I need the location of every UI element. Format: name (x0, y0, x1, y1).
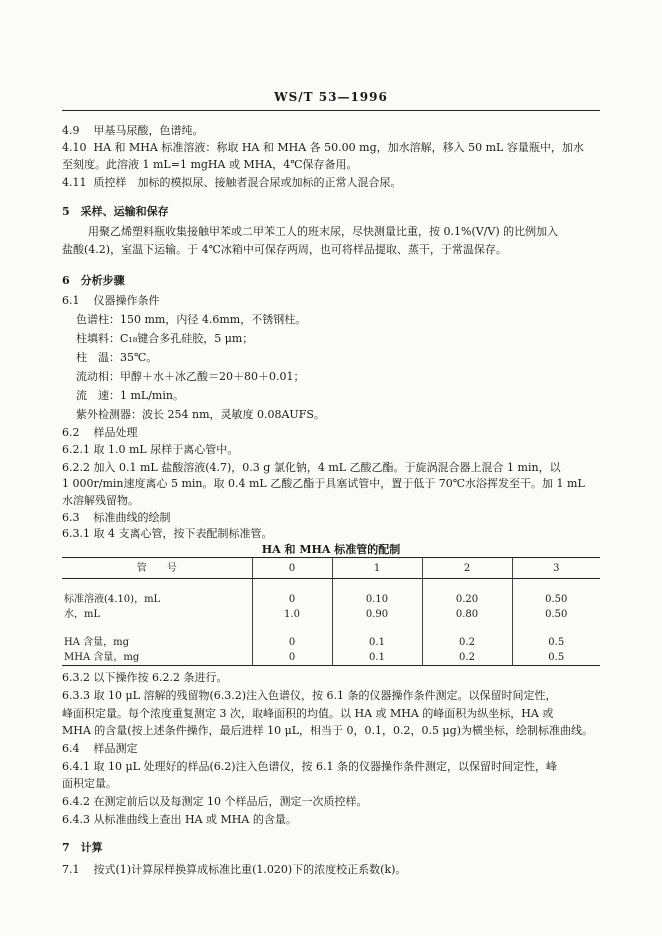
table-cell: HA 含量，mg (64, 637, 130, 648)
column-spec: 色谱柱：150 mm，内径 4.6mm，不锈钢柱。 (76, 313, 307, 326)
clause-6-4-2: 6.4.2 在测定前后以及每测定 10 个样品后，测定一次质控样。 (62, 795, 368, 808)
standard-tube-table (62, 557, 600, 666)
table-cell: 0.1 (332, 635, 422, 650)
table-row (62, 592, 600, 607)
section-5-para-cont: 盐酸(4.2)，室温下运输。于 4℃冰箱中可保存两周，也可将样品提取、蒸干，于常温保存。 (62, 243, 507, 256)
clause-6-3-2: 6.3.2 以下操作按 6.2.2 条进行。 (62, 671, 228, 684)
clause-6-4: 6.4 样品测定 (62, 742, 138, 755)
clause-6-2: 6.2 样品处理 (62, 426, 138, 439)
clause-4-11: 4.11 质控样 加标的模拟尿、接触者混合尿或加标的正常人混合尿。 (62, 176, 402, 189)
clause-6-3-3: 6.3.3 取 10 μL 溶解的残留物(6.3.2)注入色谱仪，按 6.1 条的仪器操作条件测定。以保留时间定性， (62, 689, 557, 702)
table-header-cell: 2 (422, 558, 512, 579)
table-cell: 0.50 (512, 592, 600, 607)
clause-6-2-2-cont2: 水溶解残留物。 (62, 494, 139, 507)
clause-6-3-3-cont1: 峰面积定量。每个浓度重复测定 3 次，取峰面积的均值。以 HA 或 MHA 的峰面积为纵坐标，HA 或 (62, 707, 554, 720)
table-cell: 0.50 (512, 607, 600, 622)
clause-6-2-2-cont1: 1 000r/min速度离心 5 min。取 0.4 mL 乙酸乙酯于具塞试管中，置于低于 70℃水浴挥发至干。加 1 mL (62, 477, 585, 490)
table-cell: 0.2 (422, 635, 512, 650)
table-header-cell: 3 (512, 558, 600, 579)
clause-6-4-1: 6.4.1 取 10 μL 处理好的样品(6.2)注入色谱仪，按 6.1 条的仪器操作条件测定，以保留时间定性，峰 (62, 760, 558, 773)
table-title: HA 和 MHA 标准管的配制 (261, 543, 401, 556)
section-6-heading: 6 分析步骤 (62, 274, 125, 287)
table-cell: 0.5 (512, 650, 600, 666)
table-cell: 0.20 (422, 592, 512, 607)
page-header: WS/T 53—1996 (274, 90, 388, 104)
header-rule (62, 110, 600, 111)
table-cell: 0 (252, 592, 332, 607)
clause-6-3-3-cont2: MHA 的含量(按上述条件操作，最后进样 10 μL，相当于 0，0.1，0.2，0.5 μg)为横坐标，绘制标准曲线。 (62, 724, 593, 737)
clause-6-2-2: 6.2.2 加入 0.1 mL 盐酸溶液(4.7)，0.3 g 氯化钠，4 mL 乙酸乙酯。于旋涡混合器上混合 1 min，以 (62, 461, 561, 474)
table-header-cell: 1 (332, 558, 422, 579)
table-row (62, 635, 600, 650)
clause-4-10-cont: 至刻度。此溶液 1 mL=1 mgHA 或 MHA，4℃保存备用。 (62, 158, 358, 171)
column-temp-spec: 柱 温：35℃。 (76, 351, 158, 364)
table-cell: 0.1 (332, 650, 422, 666)
table-cell: 水，mL (64, 609, 101, 620)
table-cell: 0.90 (332, 607, 422, 622)
packing-spec: 柱填料：C₁₈键合多孔硅胶，5 μm； (76, 332, 254, 345)
clause-6-4-3: 6.4.3 从标准曲线上查出 HA 或 MHA 的含量。 (62, 813, 297, 826)
table-row (62, 607, 600, 622)
table-cell: 标准溶液(4.10)，mL (64, 594, 161, 605)
table-header-cell: 管 号 (62, 558, 252, 579)
detector-spec: 紫外检测器：波长 254 nm，灵敏度 0.08AUFS。 (76, 408, 325, 421)
table-header-cell: 0 (252, 558, 332, 579)
section-5-heading: 5 采样、运输和保存 (62, 205, 169, 218)
section-7-heading: 7 计算 (62, 841, 103, 854)
mobile-phase-spec: 流动相：甲醇＋水＋冰乙酸＝20＋80＋0.01； (76, 370, 305, 383)
section-5-para: 用聚乙烯塑料瓶收集接触甲苯或二甲苯工人的班末尿，尽快测量比重，按 0.1%(V/V) 的比例加入 (88, 225, 559, 238)
clause-4-10: 4.10 HA 和 MHA 标准溶液：称取 HA 和 MHA 各 50.00 mg，加水溶解，移入 50 mL 容量瓶中，加水 (62, 141, 584, 154)
table-cell: 0.2 (422, 650, 512, 666)
table-cell: 0.10 (332, 592, 422, 607)
table-cell: 0 (252, 635, 332, 650)
clause-6-1: 6.1 仪器操作条件 (62, 294, 160, 307)
clause-6-3: 6.3 标准曲线的绘制 (62, 511, 171, 524)
clause-7-1: 7.1 按式(1)计算尿样换算成标准比重(1.020)下的浓度校正系数(k)。 (62, 863, 407, 876)
clause-6-4-1-cont: 面积定量。 (62, 777, 117, 790)
table-cell: 0.5 (512, 635, 600, 650)
clause-6-3-1: 6.3.1 取 4 支离心管，按下表配制标准管。 (62, 527, 273, 540)
table-header-row (62, 558, 600, 579)
table-cell: 0 (252, 650, 332, 666)
table-cell: MHA 含量，mg (62, 650, 252, 666)
flow-rate-spec: 流 速：1 mL/min。 (76, 389, 184, 402)
table-cell: 0.80 (422, 607, 512, 622)
table-cell: 1.0 (252, 607, 332, 622)
table-row (62, 650, 600, 666)
clause-4-9: 4.9 甲基马尿酸，色谱纯。 (62, 124, 204, 137)
clause-6-2-1: 6.2.1 取 1.0 mL 尿样于离心管中。 (62, 443, 239, 456)
